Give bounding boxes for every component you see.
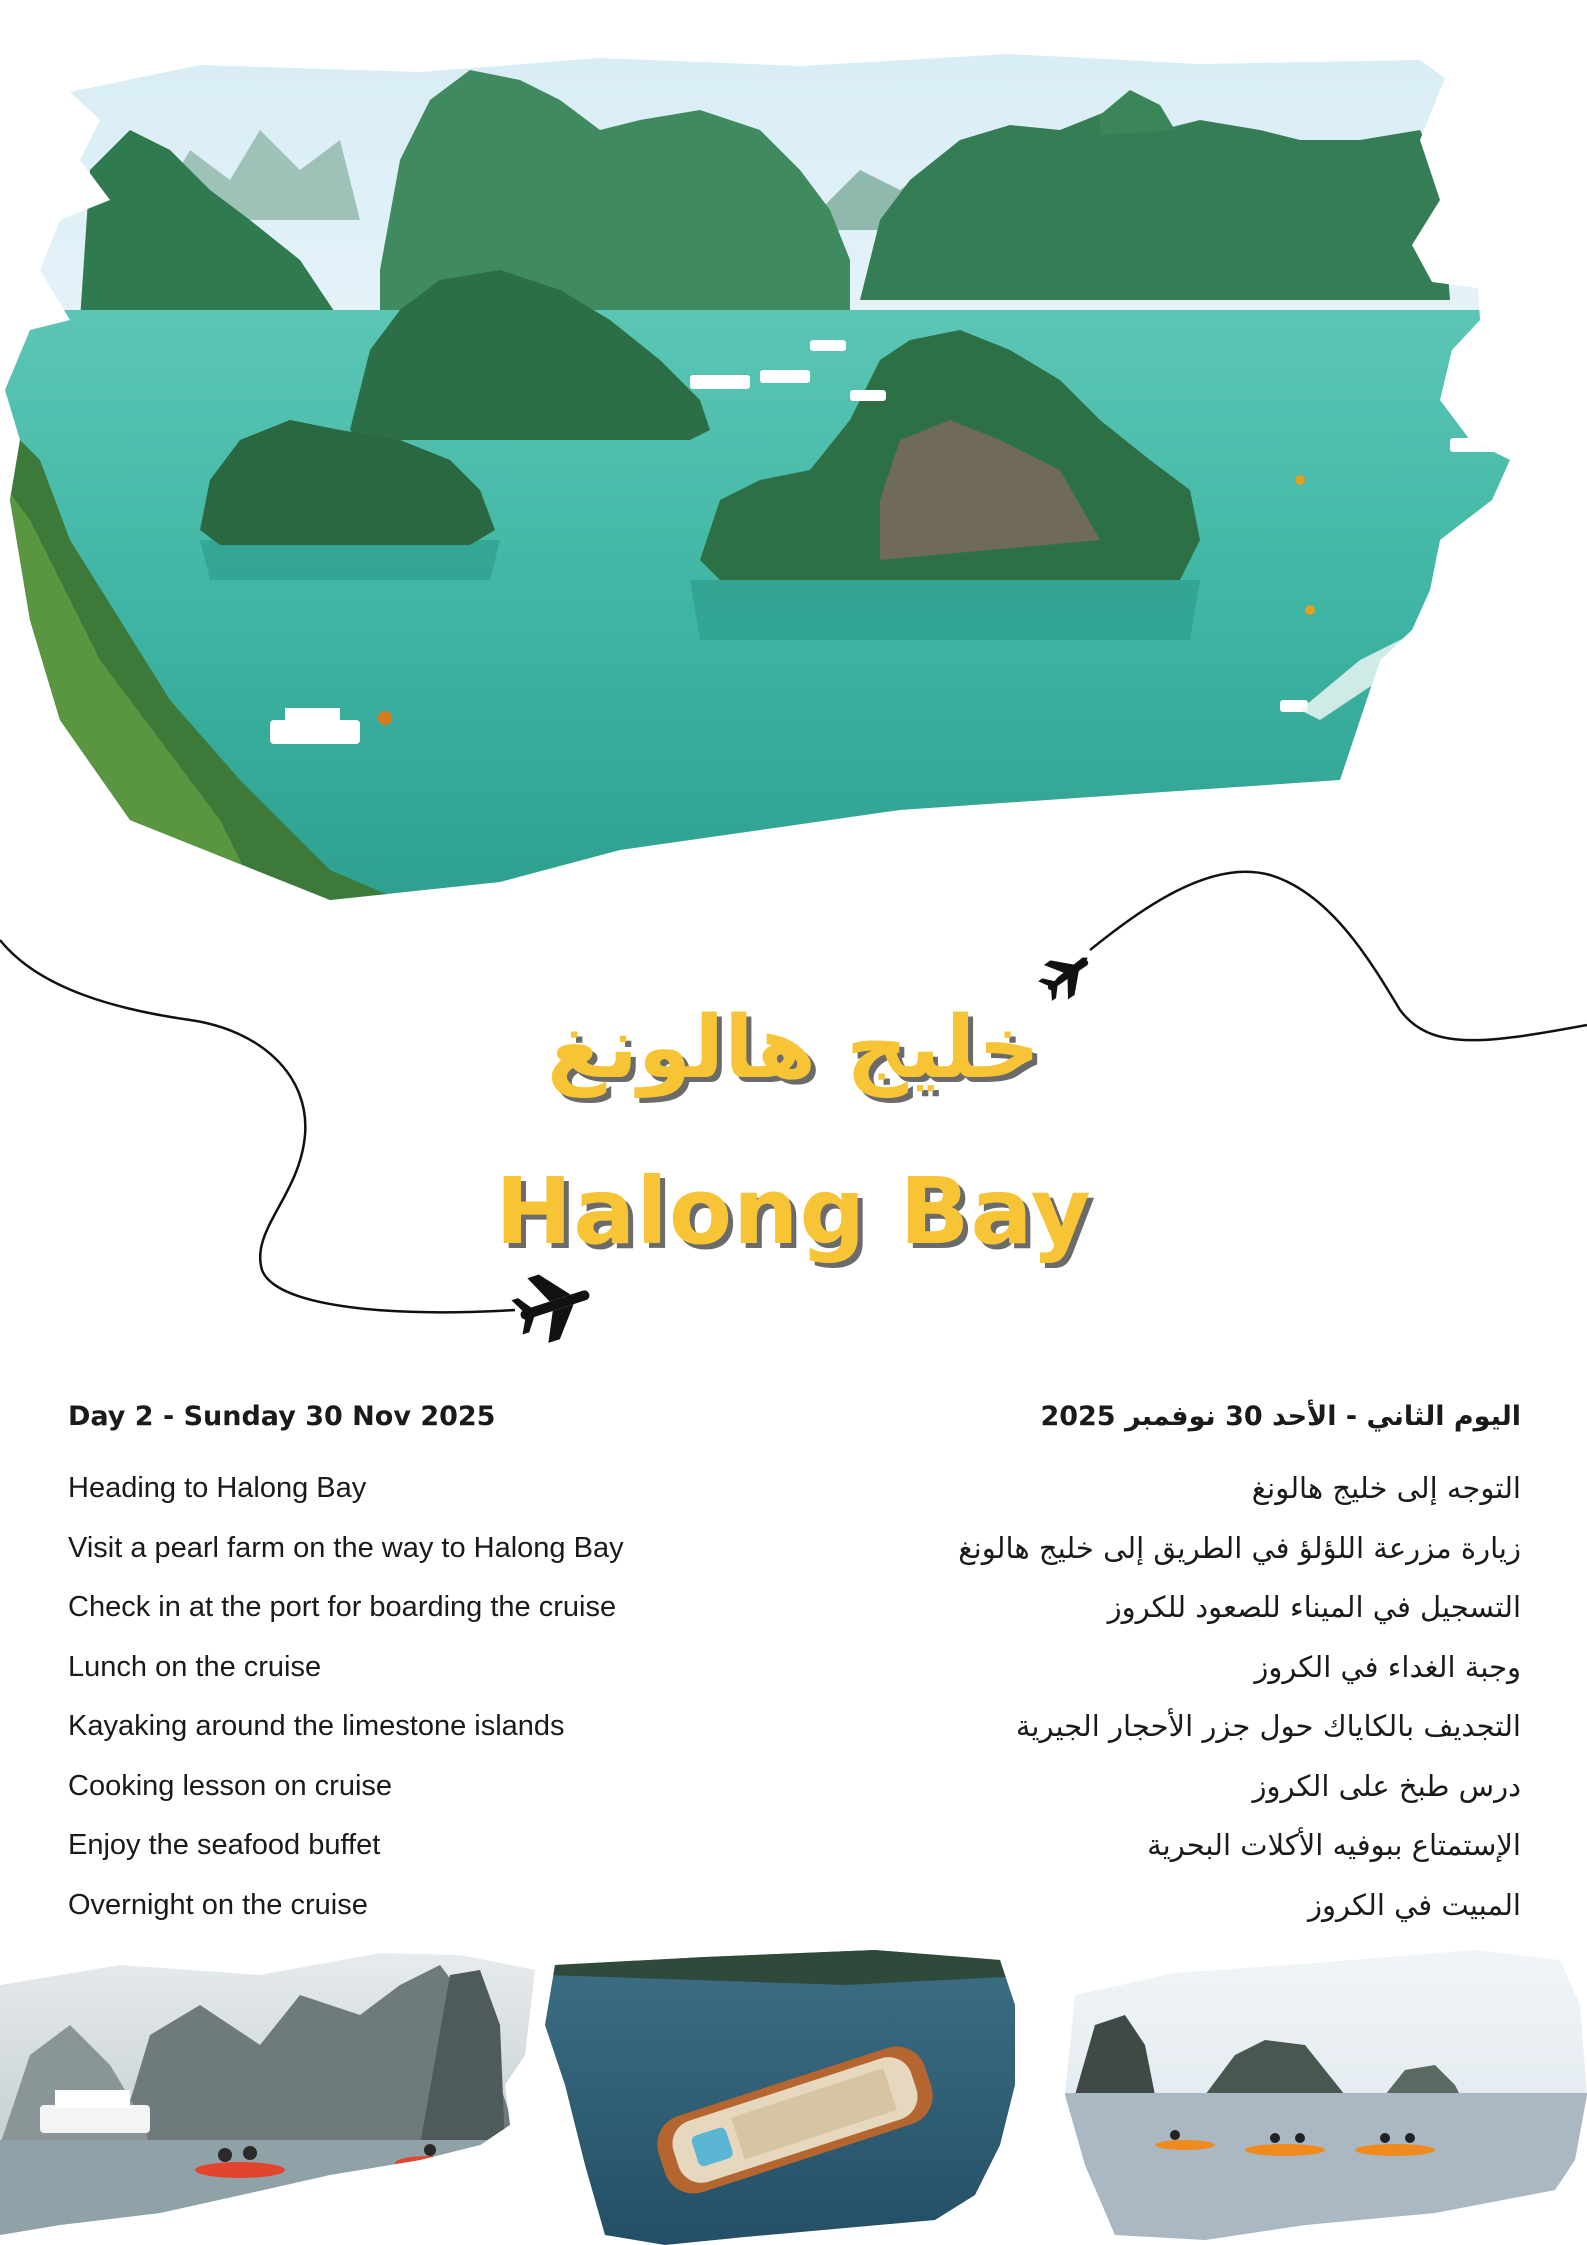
itinerary-item: وجبة الغداء في الكروز: [1254, 1649, 1521, 1684]
title-arabic: خليج هالونغ: [546, 998, 1041, 1098]
photo-cruise-kayak-cliffs: [0, 1945, 535, 2245]
airplane-icon: [506, 1262, 599, 1350]
itinerary-item: درس طبخ على الكروز: [1252, 1768, 1521, 1803]
itinerary-item: الإستمتاع ببوفيه الأكلات البحرية: [1147, 1828, 1521, 1862]
photo-cruise-ship-aerial: [545, 1945, 1045, 2245]
flight-path-decoration: [0, 840, 1587, 1360]
itinerary-item: Overnight on the cruise: [68, 1888, 368, 1921]
itinerary-item: التسجيل في الميناء للصعود للكروز: [1107, 1590, 1521, 1624]
hero-photo-halong-bay: [0, 20, 1587, 900]
itinerary-item: التوجه إلى خليج هالونغ: [1251, 1471, 1521, 1505]
itinerary-heading-english: Day 2 - Sunday 30 Nov 2025: [68, 1401, 496, 1432]
photo-kayaking-islands: [1055, 1945, 1587, 2245]
itinerary-item: Heading to Halong Bay: [68, 1472, 367, 1504]
title-english: Halong Bay: [495, 1158, 1092, 1265]
itinerary-english: [68, 1395, 788, 1935]
itinerary-item: زيارة مزرعة اللؤلؤ في الطريق إلى خليج هالونغ: [958, 1530, 1521, 1565]
itinerary-arabic: [801, 1395, 1521, 1935]
itinerary-item: المبيت في الكروز: [1307, 1887, 1521, 1922]
itinerary-item: التجديف بالكاياك حول جزر الأحجار الجيرية: [1015, 1709, 1521, 1743]
itinerary-item: Lunch on the cruise: [68, 1650, 322, 1683]
itinerary-item: Enjoy the seafood buffet: [68, 1829, 381, 1861]
itinerary-heading-arabic: اليوم الثاني - الأحد 30 نوفمبر 2025: [1040, 1401, 1521, 1432]
itinerary-item: Kayaking around the limestone islands: [68, 1710, 565, 1742]
itinerary-item: Cooking lesson on cruise: [68, 1769, 393, 1802]
itinerary-item: Check in at the port for boarding the cruise: [68, 1591, 617, 1623]
itinerary-item: Visit a pearl farm on the way to Halong Bay: [68, 1531, 624, 1564]
